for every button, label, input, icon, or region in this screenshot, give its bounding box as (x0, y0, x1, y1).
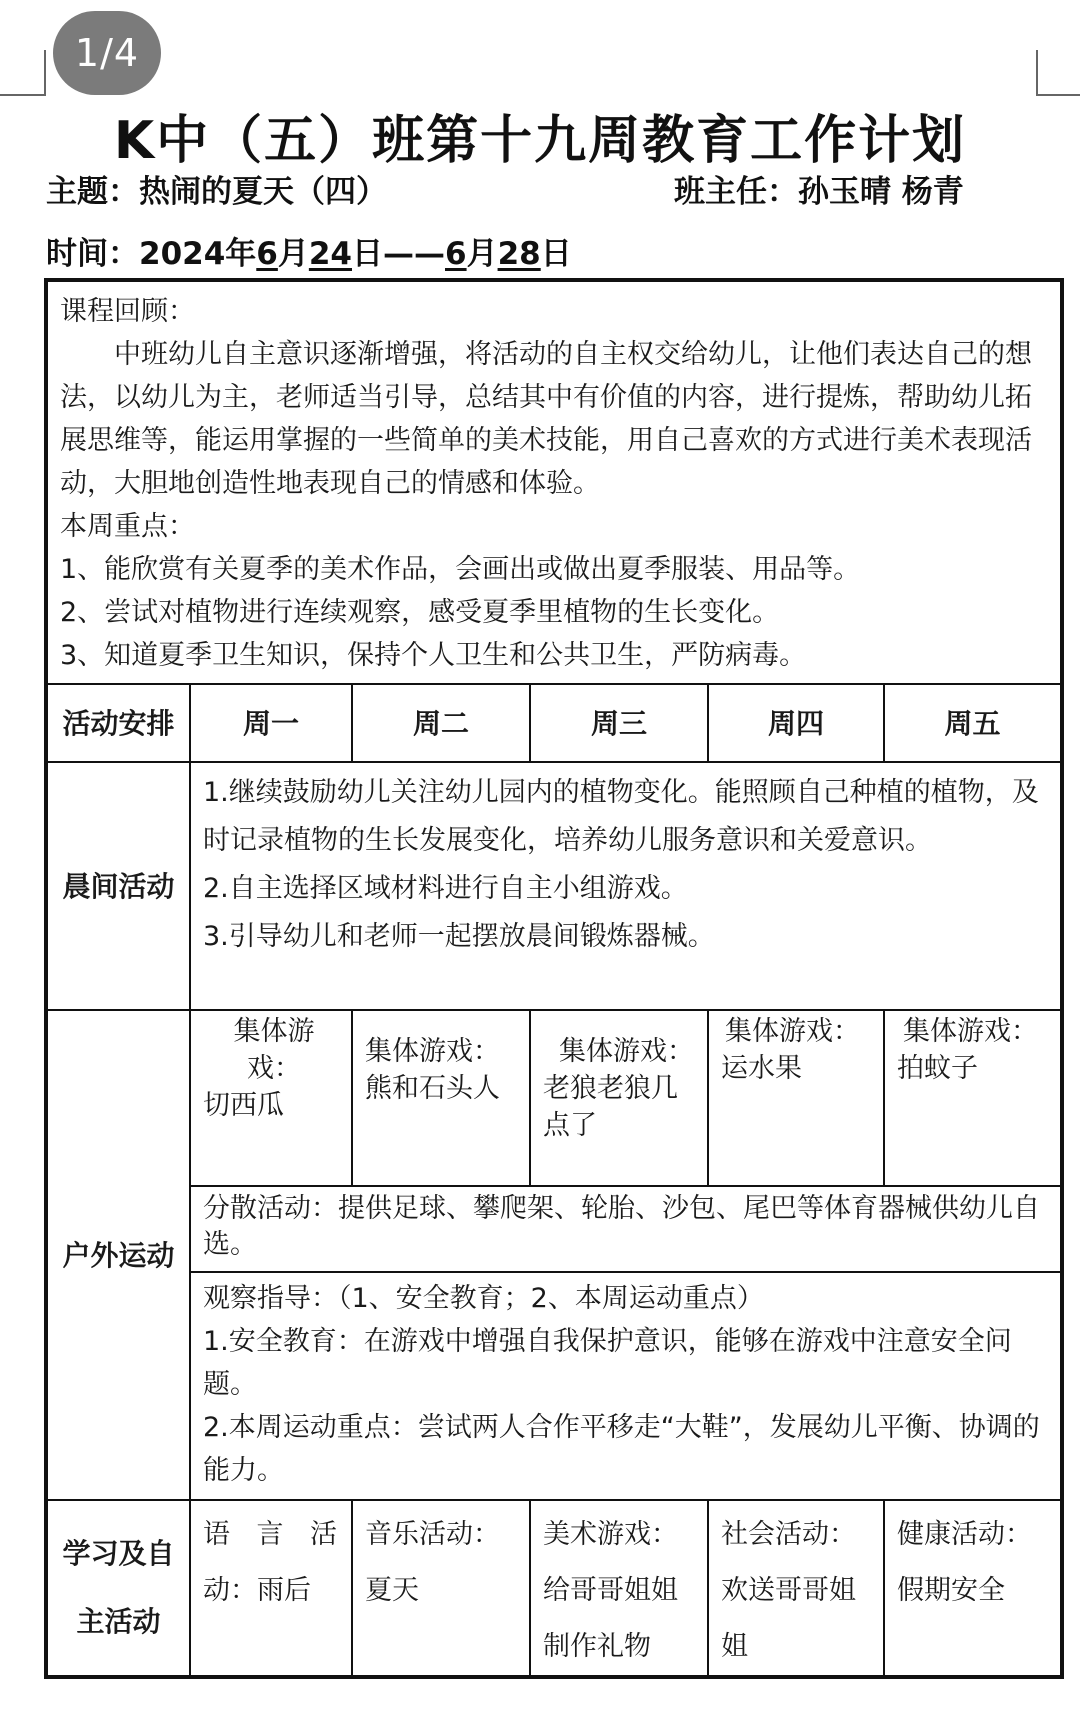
header-row (46, 684, 1062, 762)
morning-activity-content (190, 762, 1062, 1010)
study-monday (190, 1500, 352, 1677)
scattered-activity-text: 分散活动：提供足球、攀爬架、轮胎、沙包、尾巴等体育器械供幼儿自选。 (203, 1193, 1040, 1260)
focus-item: 1、能欣赏有关夏季的美术作品，会画出或做出夏季服装、用品等。 (60, 554, 861, 585)
study-content: 给哥哥姐姐 (543, 1575, 678, 1606)
study-title: 健康活动： (897, 1519, 1032, 1550)
outdoor-guidance-row (46, 1272, 1062, 1500)
study-label-line: 学习及自 (62, 1537, 175, 1570)
game-title: 集体游戏： (725, 1016, 860, 1047)
page-indicator: 1/4 (53, 11, 161, 95)
review-paragraph: 中班幼儿自主意识逐渐增强，将活动的自主权交给幼儿，让他们表达自己的想法，以幼儿为主，老师适当引导，总结其中有价值的内容，进行提炼，帮助幼儿拓展思维等，能运用掌握的一些简单的美术技能，用自己喜欢的方式进行美术表现活动，大胆地创造性地表现自己的情感和体验。 (60, 339, 1032, 499)
game-name: 熊和石头人 (365, 1073, 500, 1104)
outdoor-games-row (46, 1010, 1062, 1186)
plan-table (44, 278, 1064, 1679)
study-label-line: 主活动 (76, 1605, 161, 1638)
game-monday (190, 1010, 352, 1186)
day-char: 日 (540, 236, 572, 272)
outdoor-sports-label: 户外运动 (46, 1010, 190, 1500)
focus-item: 3、知道夏季卫生知识，保持个人卫生和公共卫生，严防病毒。 (60, 640, 807, 671)
study-thursday (708, 1500, 884, 1677)
game-friday (884, 1010, 1062, 1186)
crop-mark-top-left (0, 50, 46, 96)
study-title: 社会活动： (721, 1519, 856, 1550)
outdoor-scattered-row (46, 1186, 1062, 1272)
study-title: 美术游戏： (543, 1519, 678, 1550)
study-title: 音乐活动： (365, 1519, 500, 1550)
end-month: 6 (445, 236, 467, 272)
game-thursday (708, 1010, 884, 1186)
study-title-char: 活 (310, 1519, 337, 1550)
study-title (203, 1507, 343, 1563)
scattered-activity (190, 1186, 1062, 1272)
header-wednesday: 周三 (530, 684, 708, 762)
guidance-item: 2.本周运动重点：尝试两人合作平移走“大鞋”，发展幼儿平衡、协调的能力。 (203, 1412, 1040, 1486)
day-separator: 日—— (352, 236, 445, 272)
start-month: 6 (256, 236, 278, 272)
study-title-char: 语 (203, 1519, 230, 1550)
header-monday: 周一 (190, 684, 352, 762)
time-prefix: 时间：2024年 (46, 236, 257, 272)
morning-item: 1.继续鼓励幼儿关注幼儿园内的植物变化。能照顾自己种植的植物，及时记录植物的生长发展变化，培养幼儿服务意识和关爱意识。 (203, 777, 1039, 856)
study-title-char: 言 (256, 1519, 284, 1550)
game-name: 运水果 (721, 1053, 802, 1084)
study-row (46, 1500, 1062, 1677)
end-day: 28 (497, 236, 541, 272)
review-heading: 课程回顾： (60, 296, 195, 327)
month-char: 月 (277, 236, 309, 272)
morning-item: 2.自主选择区域材料进行自主小组游戏。 (203, 873, 688, 904)
game-title: 集体游戏： (559, 1036, 694, 1067)
study-friday (884, 1500, 1062, 1677)
study-content: 动：雨后 (203, 1575, 311, 1606)
morning-row (46, 762, 1062, 1010)
document-title: K中（五）班第十九周教育工作计划 (113, 111, 967, 171)
morning-activity-label: 晨间活动 (46, 762, 190, 1010)
guidance-heading: 观察指导：（1、安全教育；2、本周运动重点） (203, 1283, 764, 1314)
study-wednesday (530, 1500, 708, 1677)
game-name: 老狼老狼几 (543, 1073, 678, 1104)
game-name: 点了 (543, 1110, 597, 1141)
game-name: 拍蚊子 (897, 1053, 978, 1084)
study-content: 夏天 (365, 1575, 419, 1606)
game-title: 集体游戏： (365, 1036, 500, 1067)
crop-mark-top-right (1036, 50, 1080, 96)
time-line (46, 228, 572, 273)
header-thursday: 周四 (708, 684, 884, 762)
game-title: 集体游 (233, 1016, 315, 1047)
study-content: 假期安全 (897, 1575, 1005, 1606)
study-content: 制作礼物 (543, 1631, 651, 1662)
study-content: 欢送哥哥姐 (721, 1575, 856, 1606)
game-name: 切西瓜 (203, 1090, 284, 1121)
header-activity-arrangement: 活动安排 (46, 684, 190, 762)
review-row (46, 280, 1062, 684)
focus-item: 2、尝试对植物进行连续观察，感受夏季里植物的生长变化。 (60, 597, 780, 628)
month-char: 月 (466, 236, 498, 272)
guidance-item: 1.安全教育：在游戏中增强自我保护意识，能够在游戏中注意安全问题。 (203, 1326, 1012, 1400)
observation-guidance (190, 1272, 1062, 1500)
game-wednesday (530, 1010, 708, 1186)
focus-heading: 本周重点： (60, 511, 195, 542)
theme-line: 主题：热闹的夏天（四） (46, 174, 387, 210)
game-tuesday (352, 1010, 530, 1186)
course-review-cell (46, 280, 1062, 684)
game-title: 戏： (247, 1053, 301, 1084)
study-content: 姐 (721, 1631, 748, 1662)
game-title: 集体游戏： (903, 1016, 1038, 1047)
study-tuesday (352, 1500, 530, 1677)
header-tuesday: 周二 (352, 684, 530, 762)
morning-item: 3.引导幼儿和老师一起摆放晨间锻炼器械。 (203, 921, 715, 952)
start-day: 24 (308, 236, 352, 272)
teacher-line: 班主任：孙玉晴 杨青 (674, 174, 964, 210)
header-friday: 周五 (884, 684, 1062, 762)
study-activity-label (46, 1500, 190, 1677)
